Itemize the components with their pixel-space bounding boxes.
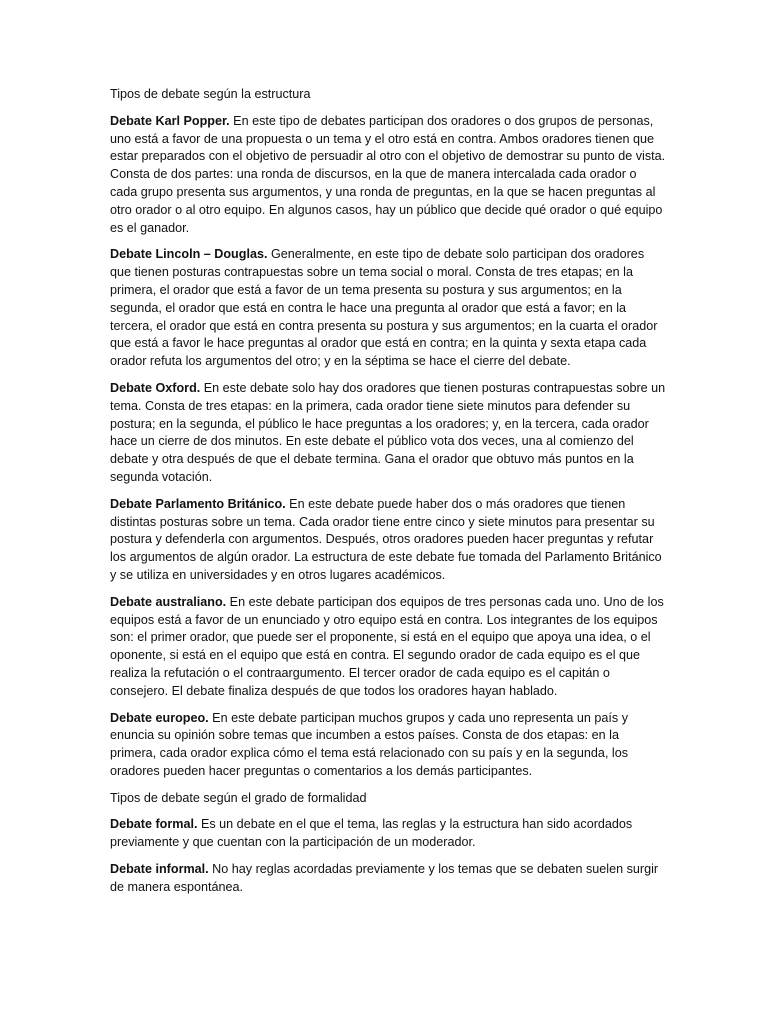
- paragraph-australiano: [110, 594, 666, 701]
- text-europeo: En este debate participan muchos grupos y cada uno representa un país y enuncia su opinión sobre temas que incumben a estos países. Consta de dos etapas: en la primera, cada orador explica cómo el tema está relacionado con su país y en la segunda, los oradores pueden hacer preguntas o comentarios a los demás participantes.: [110, 710, 629, 778]
- paragraph-parlamento-britanico: [110, 496, 666, 585]
- text-informal: No hay reglas acordadas previamente y los temas que se debaten suelen surgir de manera espontánea.: [110, 862, 659, 894]
- paragraph-informal: [110, 861, 666, 897]
- paragraph-lincoln-douglas: [110, 246, 666, 371]
- term-oxford: Debate Oxford.: [110, 380, 201, 395]
- term-parlamento-britanico: Debate Parlamento Británico.: [110, 496, 286, 511]
- paragraph-europeo: [110, 710, 666, 781]
- section-heading-structure: Tipos de debate según la estructura: [110, 87, 311, 101]
- text-formal: Es un debate en el que el tema, las reglas y la estructura han sido acordados previamente y que cuentan con la participación de un moderador.: [110, 817, 633, 850]
- term-informal: Debate informal.: [110, 862, 209, 877]
- paragraph-formal: [110, 816, 666, 852]
- document-page: [110, 86, 666, 906]
- term-europeo: Debate europeo.: [110, 710, 209, 725]
- text-lincoln-douglas: Generalmente, en este tipo de debate solo participan dos oradores que tienen posturas contrapuestas sobre un tema social o moral. Consta de tres etapas; en la primera, el orador que está a favor de un tema presenta su postura y sus argumentos; en la segunda, el orador que está en contra le hace una pregunta al orador que está a favor; en la tercera, el orador que está en contra presenta su postura y sus argumentos; en la cuarta el orador que está a favor le hace preguntas al orador que está en contra; en la quinta y sexta etapa cada orador refuta los argumentos del otro; y en la séptima se hace el cierre del debate.: [110, 247, 658, 369]
- section-heading-formality: Tipos de debate según el grado de formalidad: [110, 790, 367, 805]
- term-lincoln-douglas: Debate Lincoln – Douglas.: [110, 247, 268, 262]
- term-australiano: Debate australiano.: [110, 594, 227, 609]
- text-karl-popper: En este tipo de debates participan dos oradores o dos grupos de personas, uno está a favor de una propuesta o un tema y el otro está en contra. Ambos oradores tienen que estar preparados con el objetivo de persuadir al otro con el objetivo de demostrar su punto de vista. Consta de dos partes: una ronda de discursos, en la que de manera intercalada cada orador o cada grupo presenta sus argumentos, y una ronda de preguntas, en la que se hacen preguntas al otro orador o al otro equipo. En algunos casos, hay un público que decide qué orador o qué equipo es el ganador.: [110, 113, 666, 235]
- text-australiano: En este debate participan dos equipos de tres personas cada uno. Uno de los equipos está a favor de un enunciado y otro equipo está en contra. Los integrantes de los equipos son: el primer orador, que puede ser el proponente, si está en el equipo que apoya una idea, o el oponente, si está en el equipo que está en contra. El segundo orador de cada equipo es el que realiza la refutación o el contraargumento. El tercer orador de cada equipo es el capitán o consejero. El debate finaliza después de que todos los oradores hayan hablado.: [110, 594, 664, 698]
- paragraph-karl-popper: [110, 113, 666, 238]
- text-oxford: En este debate solo hay dos oradores que tienen posturas contrapuestas sobre un tema. Consta de tres etapas: en la primera, cada orador tiene siete minutos para defender su postura; en la segunda, el público le hace preguntas a los oradores; y, en la tercera, cada orador hace un cierre de dos minutos. En este debate el público vota dos veces, una al comienzo del debate y otra después de que el debate termina. Gana el orador que obtuvo más puntos en la segunda votación.: [110, 380, 666, 484]
- term-formal: Debate formal.: [110, 817, 198, 832]
- term-karl-popper: Debate Karl Popper.: [110, 113, 230, 128]
- paragraph-oxford: [110, 380, 666, 487]
- text-parlamento-britanico: En este debate puede haber dos o más oradores que tienen distintas posturas sobre un tema. Cada orador tiene entre cinco y siete minutos para presentar su postura y defenderla con argumentos. Después, otros oradores pueden hacer preguntas y refutar los argumentos de algún orador. La estructura de este debate fue tomada del Parlamento Británico y se utiliza en universidades y en otros lugares académicos.: [110, 496, 662, 582]
